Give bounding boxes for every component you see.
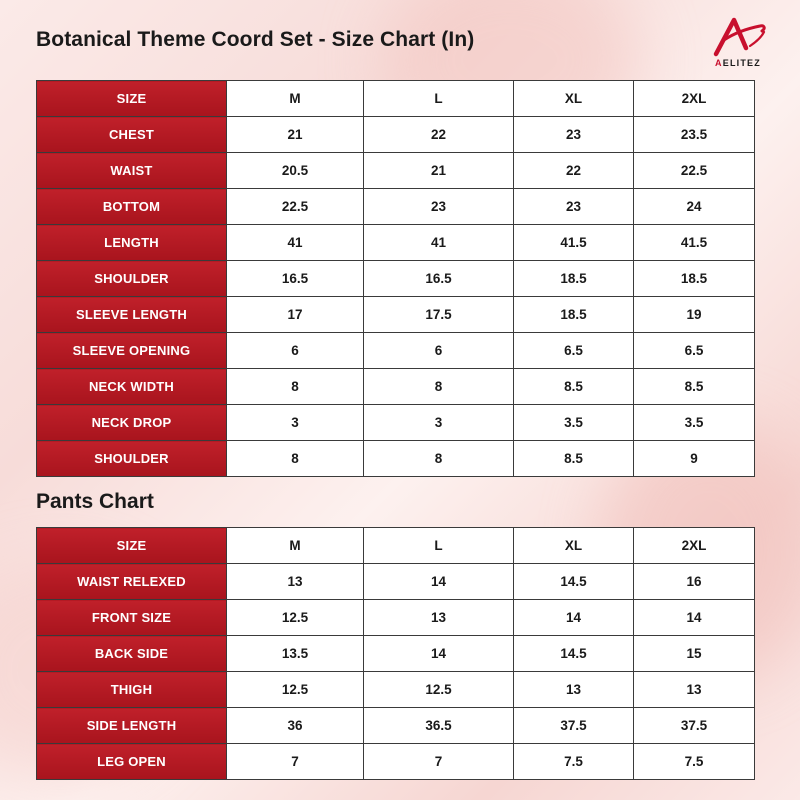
row-label: LEG OPEN: [37, 744, 227, 780]
measurement-cell: 7: [227, 744, 364, 780]
pants-chart-table: [36, 527, 755, 780]
measurement-cell: 6.5: [514, 333, 634, 369]
measurement-cell: 22: [364, 117, 514, 153]
row-label: SLEEVE OPENING: [37, 333, 227, 369]
size-header-cell: L: [364, 81, 514, 117]
header-size-label: SIZE: [37, 81, 227, 117]
table-row: [37, 333, 755, 369]
measurement-cell: 12.5: [227, 672, 364, 708]
brand-name: AELITEZ: [715, 58, 761, 68]
header-size-label: SIZE: [37, 528, 227, 564]
measurement-cell: 18.5: [634, 261, 755, 297]
row-label: FRONT SIZE: [37, 600, 227, 636]
size-header-cell: M: [227, 81, 364, 117]
measurement-cell: 14: [364, 564, 514, 600]
measurement-cell: 3.5: [634, 405, 755, 441]
measurement-cell: 21: [227, 117, 364, 153]
measurement-cell: 8.5: [634, 369, 755, 405]
measurement-cell: 23.5: [634, 117, 755, 153]
measurement-cell: 6: [227, 333, 364, 369]
table-row: [37, 153, 755, 189]
measurement-cell: 23: [364, 189, 514, 225]
measurement-cell: 7.5: [514, 744, 634, 780]
measurement-cell: 13: [364, 600, 514, 636]
measurement-cell: 13.5: [227, 636, 364, 672]
measurement-cell: 7.5: [634, 744, 755, 780]
measurement-cell: 41: [364, 225, 514, 261]
measurement-cell: 12.5: [227, 600, 364, 636]
measurement-cell: 3: [227, 405, 364, 441]
measurement-cell: 6: [364, 333, 514, 369]
measurement-cell: 8.5: [514, 441, 634, 477]
measurement-cell: 3: [364, 405, 514, 441]
measurement-cell: 16.5: [227, 261, 364, 297]
table-row: [37, 672, 755, 708]
measurement-cell: 36.5: [364, 708, 514, 744]
row-label: NECK WIDTH: [37, 369, 227, 405]
table-row: [37, 636, 755, 672]
row-label: SIDE LENGTH: [37, 708, 227, 744]
page-title: Botanical Theme Coord Set - Size Chart (In): [36, 28, 475, 51]
row-label: NECK DROP: [37, 405, 227, 441]
measurement-cell: 19: [634, 297, 755, 333]
measurement-cell: 14: [364, 636, 514, 672]
measurement-cell: 13: [227, 564, 364, 600]
brand-logo-icon: [706, 14, 770, 58]
measurement-cell: 37.5: [634, 708, 755, 744]
measurement-cell: 16.5: [364, 261, 514, 297]
row-label: BOTTOM: [37, 189, 227, 225]
measurement-cell: 13: [634, 672, 755, 708]
size-header-cell: L: [364, 528, 514, 564]
measurement-cell: 24: [634, 189, 755, 225]
table-row: [37, 189, 755, 225]
measurement-cell: 22: [514, 153, 634, 189]
table-header-row: [37, 81, 755, 117]
brand-logo: [706, 14, 770, 74]
row-label: WAIST: [37, 153, 227, 189]
measurement-cell: 36: [227, 708, 364, 744]
measurement-cell: 41.5: [634, 225, 755, 261]
table-row: [37, 225, 755, 261]
measurement-cell: 8: [364, 369, 514, 405]
measurement-cell: 14.5: [514, 636, 634, 672]
table-header-row: [37, 528, 755, 564]
size-header-cell: M: [227, 528, 364, 564]
measurement-cell: 41.5: [514, 225, 634, 261]
size-header-cell: XL: [514, 528, 634, 564]
size-header-cell: XL: [514, 81, 634, 117]
measurement-cell: 17: [227, 297, 364, 333]
measurement-cell: 14.5: [514, 564, 634, 600]
row-label: WAIST RELEXED: [37, 564, 227, 600]
measurement-cell: 23: [514, 189, 634, 225]
table-row: [37, 744, 755, 780]
measurement-cell: 3.5: [514, 405, 634, 441]
size-header-cell: 2XL: [634, 81, 755, 117]
measurement-cell: 17.5: [364, 297, 514, 333]
size-chart-table: [36, 80, 755, 477]
table-row: [37, 297, 755, 333]
measurement-cell: 9: [634, 441, 755, 477]
row-label: CHEST: [37, 117, 227, 153]
measurement-cell: 14: [634, 600, 755, 636]
measurement-cell: 22.5: [227, 189, 364, 225]
table-row: [37, 600, 755, 636]
table-row: [37, 405, 755, 441]
row-label: LENGTH: [37, 225, 227, 261]
row-label: BACK SIDE: [37, 636, 227, 672]
measurement-cell: 8: [227, 441, 364, 477]
pants-chart-title: Pants Chart: [36, 490, 154, 513]
measurement-cell: 18.5: [514, 297, 634, 333]
row-label: THIGH: [37, 672, 227, 708]
row-label: SHOULDER: [37, 261, 227, 297]
row-label: SLEEVE LENGTH: [37, 297, 227, 333]
measurement-cell: 23: [514, 117, 634, 153]
measurement-cell: 21: [364, 153, 514, 189]
measurement-cell: 8: [227, 369, 364, 405]
size-header-cell: 2XL: [634, 528, 755, 564]
measurement-cell: 22.5: [634, 153, 755, 189]
measurement-cell: 13: [514, 672, 634, 708]
measurement-cell: 7: [364, 744, 514, 780]
table-row: [37, 369, 755, 405]
table-row: [37, 261, 755, 297]
measurement-cell: 14: [514, 600, 634, 636]
table-row: [37, 708, 755, 744]
brand-text: ELITEZ: [722, 58, 761, 68]
row-label: SHOULDER: [37, 441, 227, 477]
measurement-cell: 41: [227, 225, 364, 261]
table-row: [37, 441, 755, 477]
measurement-cell: 8.5: [514, 369, 634, 405]
measurement-cell: 15: [634, 636, 755, 672]
measurement-cell: 16: [634, 564, 755, 600]
measurement-cell: 12.5: [364, 672, 514, 708]
measurement-cell: 6.5: [634, 333, 755, 369]
table-row: [37, 564, 755, 600]
measurement-cell: 8: [364, 441, 514, 477]
measurement-cell: 37.5: [514, 708, 634, 744]
table-row: [37, 117, 755, 153]
measurement-cell: 18.5: [514, 261, 634, 297]
measurement-cell: 20.5: [227, 153, 364, 189]
